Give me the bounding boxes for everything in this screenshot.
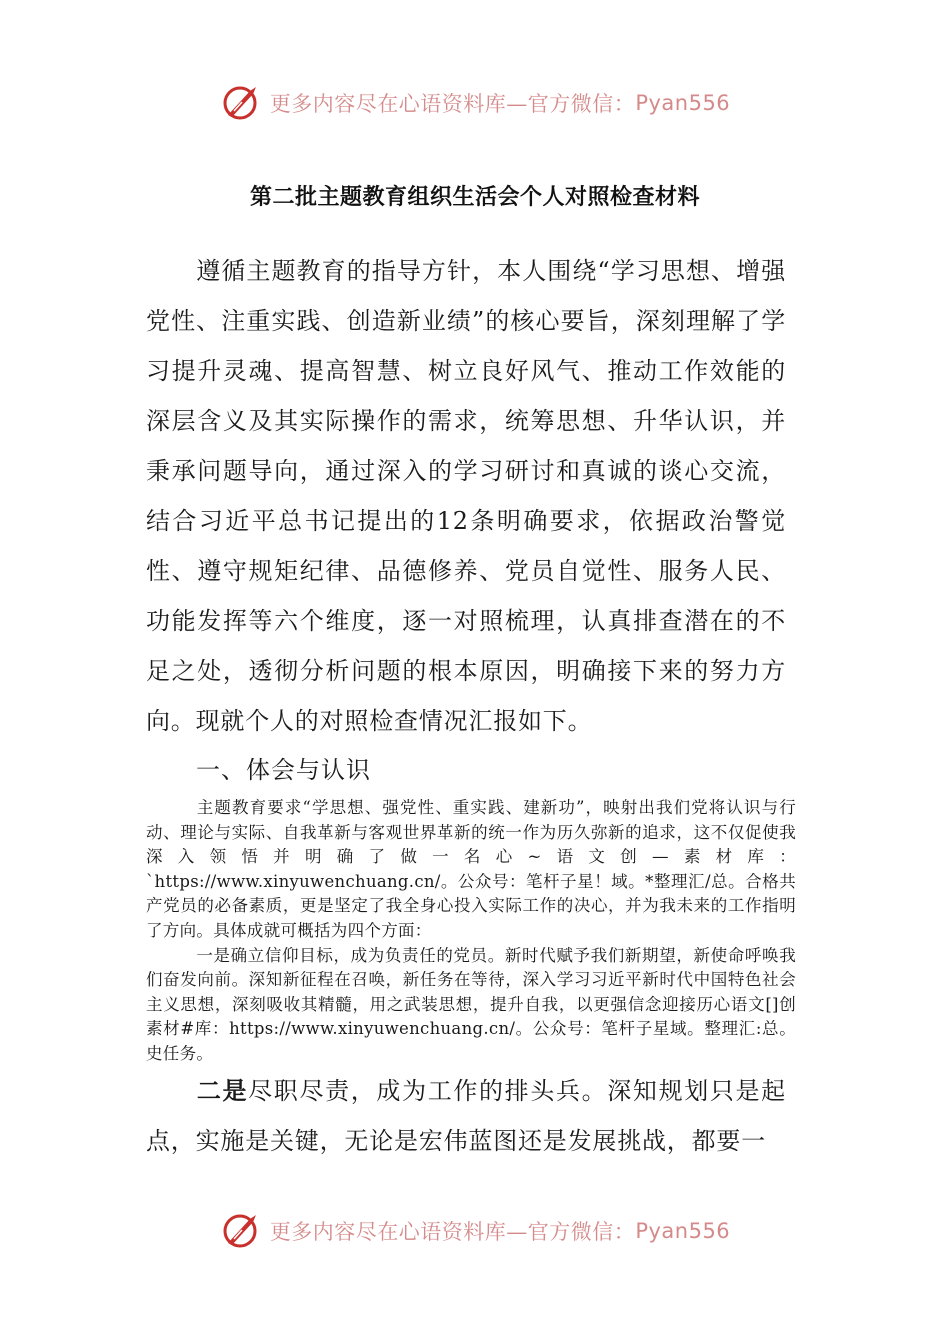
- point-two-lead: 二是: [196, 1077, 249, 1105]
- point-two-text: 尽职尽责，成为工作的排头兵。深知规划只是起点，实施是关键，无论是宏伟蓝图还是发展挑战，都要一: [146, 1077, 786, 1155]
- quill-logo-icon: [220, 1209, 264, 1253]
- watermark-banner-top: [0, 78, 950, 128]
- watermark-banner-bottom: [0, 1206, 950, 1256]
- watermark-text: 更多内容尽在心语资料库—官方微信：: [269, 1220, 636, 1244]
- section-paragraph: [146, 796, 796, 944]
- intro-text: 遵循主题教育的指导方针，本人围绕“学习思想、增强党性、注重实践、创造新业绩”的核心要旨，深刻理解了学习提升灵魂、提高智慧、树立良好风气、推动工作效能的深层含义及其实际操作的需求，统筹思想、升华认识，并秉承问题导向，通过深入的学习研讨和真诚的谈心交流，结合习近平总书记提出的12条明确要求，依据政治警觉性、遵守规矩纪律、品德修养、党员自觉性、服务人民、功能发挥等六个维度，逐一对照梳理，认真排查潜在的不足之处，透彻分析问题的根本原因，明确接下来的努力方向。现就个人的对照检查情况汇报如下。: [146, 257, 786, 735]
- section-body: [146, 796, 796, 1067]
- document-title: 第二批主题教育组织生活会个人对照检查材料: [249, 185, 700, 210]
- watermark-code: Pyan556: [635, 1219, 731, 1243]
- section-paragraph-text: 主题教育要求“学思想、强党性、重实践、建新功”，映射出我们党将认识与行动、理论与实际、自我革新与客观世界革新的统一作为历久弥新的追求，这不仅促使我深入领悟并明确了做一名心~语文创—素材库：`https://www.xinyuwenchuang.cn/。公众号：笔杆子星！域。*整理汇/总。合格共产党员的必备素质，更是坚定了我全身心投入实际工作的决心，并为我未来的工作指明了方向。具体成就可概括为四个方面：: [146, 798, 796, 940]
- quill-logo-icon: [220, 81, 264, 125]
- watermark-text: 更多内容尽在心语资料库—官方微信：: [269, 92, 636, 116]
- section-paragraph-text: 一是确立信仰目标，成为负责任的党员。新时代赋予我们新期望，新使命呼唤我们奋发向前。深知新征程在召唤，新任务在等待，深入学习习近平新时代中国特色社会主义思想，深刻吸收其精髓，用之武装思想，提升自我，以更强信念迎接历心语文[]创素材#库：https://www.xinyuwenchuang.cn/。公众号：笔杆子星域。整理汇:总。史任务。: [146, 945, 796, 1063]
- section-paragraph: [146, 944, 796, 1067]
- section-heading: 一、体会与认识: [196, 756, 371, 784]
- watermark-code: Pyan556: [635, 91, 731, 115]
- intro-paragraph: [146, 246, 786, 746]
- point-two-paragraph: [146, 1066, 786, 1166]
